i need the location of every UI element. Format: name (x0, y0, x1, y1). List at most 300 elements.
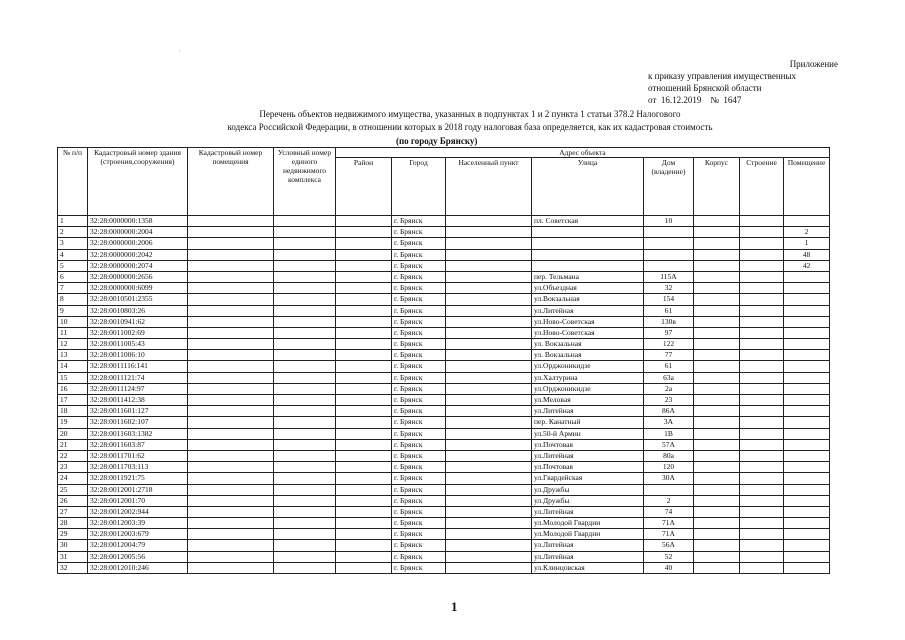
table-row (58, 294, 830, 305)
row-settlement (446, 316, 532, 327)
row-house: 97 (644, 327, 694, 338)
row-street: ул.Литейная (532, 406, 644, 417)
row-house: 10 (644, 216, 694, 227)
row-street: ул.Ново-Советская (532, 327, 644, 338)
row-house: 2а (644, 383, 694, 394)
row-district (336, 428, 392, 439)
row-conditional-number (274, 238, 336, 249)
row-conditional-number (274, 294, 336, 305)
row-korpus (694, 406, 740, 417)
row-number: 26 (58, 495, 88, 506)
row-settlement (446, 271, 532, 282)
row-building (740, 395, 784, 406)
row-street: ул.50-й Армии (532, 428, 644, 439)
row-number: 19 (58, 417, 88, 428)
row-settlement (446, 439, 532, 450)
row-room (784, 540, 830, 551)
row-building (740, 283, 784, 294)
row-house: 122 (644, 339, 694, 350)
row-street: ул.Клинцовская (532, 562, 644, 573)
row-cadastral-number: 32:28:0011703:113 (88, 462, 188, 473)
row-settlement (446, 294, 532, 305)
row-district (336, 283, 392, 294)
row-street: ул.Литейная (532, 506, 644, 517)
order-number: 1647 (723, 95, 742, 105)
row-settlement (446, 529, 532, 540)
row-room (784, 283, 830, 294)
row-building (740, 260, 784, 271)
row-street: пл. Советская (532, 216, 644, 227)
row-street: ул.Меловая (532, 395, 644, 406)
row-cadastral-number: 32:28:0012003:679 (88, 529, 188, 540)
row-house: 56А (644, 540, 694, 551)
row-settlement (446, 551, 532, 562)
row-room (784, 484, 830, 495)
row-city: г. Брянск (392, 417, 446, 428)
row-conditional-number (274, 518, 336, 529)
row-settlement (446, 238, 532, 249)
row-cadastral-room (188, 450, 274, 461)
row-settlement (446, 305, 532, 316)
row-number: 30 (58, 540, 88, 551)
row-room: 48 (784, 249, 830, 260)
appendix-order-line: к приказу управления имущественных (648, 71, 797, 81)
row-district (336, 540, 392, 551)
row-conditional-number (274, 249, 336, 260)
row-building (740, 361, 784, 372)
row-house: 115А (644, 271, 694, 282)
row-city: г. Брянск (392, 383, 446, 394)
row-street: ул.Почтовая (532, 462, 644, 473)
row-cadastral-room (188, 562, 274, 573)
row-building (740, 540, 784, 551)
row-house (644, 484, 694, 495)
row-settlement (446, 249, 532, 260)
row-city: г. Брянск (392, 372, 446, 383)
row-room (784, 350, 830, 361)
row-cadastral-number: 32:28:0011603:87 (88, 439, 188, 450)
row-korpus (694, 316, 740, 327)
row-district (336, 271, 392, 282)
row-number: 32 (58, 562, 88, 573)
row-house: 40 (644, 562, 694, 573)
row-room: 1 (784, 238, 830, 249)
row-street (532, 249, 644, 260)
row-building (740, 238, 784, 249)
row-room (784, 327, 830, 338)
row-number: 13 (58, 350, 88, 361)
row-conditional-number (274, 271, 336, 282)
row-city: г. Брянск (392, 249, 446, 260)
row-settlement (446, 350, 532, 361)
row-korpus (694, 417, 740, 428)
row-cadastral-room (188, 216, 274, 227)
row-cadastral-room (188, 495, 274, 506)
row-number: 18 (58, 406, 88, 417)
row-district (336, 260, 392, 271)
row-cadastral-number: 32:28:0011701:62 (88, 450, 188, 461)
row-city: г. Брянск (392, 540, 446, 551)
row-district (336, 562, 392, 573)
table-row (58, 562, 830, 573)
row-conditional-number (274, 327, 336, 338)
row-conditional-number (274, 395, 336, 406)
header-korpus: Корпус (694, 158, 740, 216)
row-district (336, 294, 392, 305)
row-cadastral-number: 32:28:0000000:2074 (88, 260, 188, 271)
row-room (784, 495, 830, 506)
row-conditional-number (274, 417, 336, 428)
row-city: г. Брянск (392, 316, 446, 327)
header-district: Район (336, 158, 392, 216)
row-cadastral-room (188, 406, 274, 417)
row-conditional-number (274, 372, 336, 383)
row-room (784, 473, 830, 484)
row-settlement (446, 260, 532, 271)
row-city: г. Брянск (392, 428, 446, 439)
order-date: 16.12.2019 (660, 95, 702, 105)
row-room (784, 506, 830, 517)
row-number: 24 (58, 473, 88, 484)
row-settlement (446, 562, 532, 573)
row-cadastral-room (188, 529, 274, 540)
row-korpus (694, 439, 740, 450)
header-cadastral-building: Кадастровый номер здания (строения,сооружения) (88, 148, 188, 216)
row-korpus (694, 518, 740, 529)
table-row (58, 417, 830, 428)
row-city: г. Брянск (392, 484, 446, 495)
row-street (532, 238, 644, 249)
row-house: 61 (644, 305, 694, 316)
row-district (336, 383, 392, 394)
row-city: г. Брянск (392, 271, 446, 282)
row-cadastral-room (188, 518, 274, 529)
header-room: Помещение (784, 158, 830, 216)
row-korpus (694, 271, 740, 282)
table-row (58, 249, 830, 260)
table-row (58, 372, 830, 383)
row-cadastral-number: 32:28:0011006:10 (88, 350, 188, 361)
row-conditional-number (274, 495, 336, 506)
row-cadastral-room (188, 372, 274, 383)
row-room (784, 462, 830, 473)
row-conditional-number (274, 316, 336, 327)
row-room (784, 428, 830, 439)
row-street: ул.Гвардейская (532, 473, 644, 484)
row-city: г. Брянск (392, 283, 446, 294)
row-city: г. Брянск (392, 473, 446, 484)
table-row (58, 495, 830, 506)
row-street: пер. Канатный (532, 417, 644, 428)
row-conditional-number (274, 450, 336, 461)
row-building (740, 372, 784, 383)
row-number: 20 (58, 428, 88, 439)
row-district (336, 372, 392, 383)
row-cadastral-room (188, 339, 274, 350)
row-room (784, 406, 830, 417)
row-korpus (694, 238, 740, 249)
property-register-table (57, 147, 830, 574)
row-number: 7 (58, 283, 88, 294)
row-number: 27 (58, 506, 88, 517)
row-house: 2 (644, 495, 694, 506)
header-city: Город (392, 158, 446, 216)
row-district (336, 406, 392, 417)
row-street: ул.Дружбы (532, 484, 644, 495)
row-settlement (446, 450, 532, 461)
row-settlement (446, 506, 532, 517)
row-district (336, 462, 392, 473)
row-building (740, 339, 784, 350)
row-settlement (446, 372, 532, 383)
row-district (336, 327, 392, 338)
row-settlement (446, 216, 532, 227)
table-row (58, 428, 830, 439)
row-room (784, 518, 830, 529)
row-room (784, 417, 830, 428)
row-cadastral-number: 32:28:0000000:1358 (88, 216, 188, 227)
row-cadastral-number: 32:28:0011603:1382 (88, 428, 188, 439)
row-number: 21 (58, 439, 88, 450)
row-settlement (446, 540, 532, 551)
row-room: 42 (784, 260, 830, 271)
row-district (336, 238, 392, 249)
row-street: ул.Вокзальная (532, 294, 644, 305)
row-korpus (694, 462, 740, 473)
row-district (336, 339, 392, 350)
row-building (740, 439, 784, 450)
row-settlement (446, 473, 532, 484)
row-settlement (446, 484, 532, 495)
row-building (740, 518, 784, 529)
row-cadastral-number: 32:28:0011412:38 (88, 395, 188, 406)
row-settlement (446, 417, 532, 428)
row-settlement (446, 518, 532, 529)
row-city: г. Брянск (392, 395, 446, 406)
row-conditional-number (274, 260, 336, 271)
row-street: ул.Халтурина (532, 372, 644, 383)
row-number: 23 (58, 462, 88, 473)
row-street: ул.Орджоникидзе (532, 383, 644, 394)
row-cadastral-number: 32:28:0012010:246 (88, 562, 188, 573)
row-building (740, 428, 784, 439)
row-room: 2 (784, 227, 830, 238)
row-conditional-number (274, 428, 336, 439)
row-number: 4 (58, 249, 88, 260)
row-building (740, 417, 784, 428)
row-cadastral-room (188, 283, 274, 294)
row-street: ул.Литейная (532, 450, 644, 461)
row-number: 5 (58, 260, 88, 271)
row-room (784, 551, 830, 562)
row-street: ул.Дружбы (532, 495, 644, 506)
row-number: 31 (58, 551, 88, 562)
row-building (740, 450, 784, 461)
row-cadastral-number: 32:28:0000000:2006 (88, 238, 188, 249)
row-korpus (694, 562, 740, 573)
row-number: 15 (58, 372, 88, 383)
title-line-1: Перечень объектов недвижимого имущества, указанных в подпунктах 1 и 2 пункта 1 статьи 378.2 Налогового (259, 109, 681, 119)
table-row (58, 361, 830, 372)
row-cadastral-room (188, 327, 274, 338)
row-house: 61 (644, 361, 694, 372)
row-city: г. Брянск (392, 227, 446, 238)
row-cadastral-room (188, 305, 274, 316)
table-row (58, 283, 830, 294)
row-cadastral-number: 32:28:0011121:74 (88, 372, 188, 383)
row-cadastral-room (188, 428, 274, 439)
row-cadastral-room (188, 238, 274, 249)
row-district (336, 350, 392, 361)
row-settlement (446, 395, 532, 406)
table-row (58, 506, 830, 517)
row-korpus (694, 473, 740, 484)
row-number: 22 (58, 450, 88, 461)
row-conditional-number (274, 383, 336, 394)
row-district (336, 529, 392, 540)
row-settlement (446, 283, 532, 294)
row-settlement (446, 327, 532, 338)
row-building (740, 529, 784, 540)
row-city: г. Брянск (392, 518, 446, 529)
row-street: ул.Почтовая (532, 439, 644, 450)
table-row (58, 462, 830, 473)
row-house: 1В (644, 428, 694, 439)
row-house (644, 238, 694, 249)
table-row (58, 395, 830, 406)
row-city: г. Брянск (392, 495, 446, 506)
row-cadastral-room (188, 316, 274, 327)
row-district (336, 316, 392, 327)
row-number: 17 (58, 395, 88, 406)
appendix-authority-line: отношений Брянской области (648, 83, 762, 93)
row-cadastral-number: 32:28:0011005:43 (88, 339, 188, 350)
row-house (644, 249, 694, 260)
row-settlement (446, 227, 532, 238)
row-house: 52 (644, 551, 694, 562)
row-conditional-number (274, 350, 336, 361)
row-cadastral-room (188, 540, 274, 551)
row-cadastral-room (188, 383, 274, 394)
row-korpus (694, 428, 740, 439)
table-row (58, 518, 830, 529)
row-conditional-number (274, 551, 336, 562)
table-row (58, 529, 830, 540)
row-room (784, 339, 830, 350)
row-room (784, 383, 830, 394)
row-number: 6 (58, 271, 88, 282)
row-cadastral-room (188, 227, 274, 238)
row-conditional-number (274, 339, 336, 350)
row-building (740, 562, 784, 573)
row-cadastral-room (188, 439, 274, 450)
row-cadastral-number: 32:28:0000000:2656 (88, 271, 188, 282)
row-house: 3А (644, 417, 694, 428)
row-settlement (446, 339, 532, 350)
document-subtitle: (по городу Брянску) (396, 136, 478, 146)
row-house (644, 227, 694, 238)
row-korpus (694, 506, 740, 517)
row-district (336, 506, 392, 517)
row-settlement (446, 361, 532, 372)
row-cadastral-number: 32:28:0012003:39 (88, 518, 188, 529)
row-district (336, 249, 392, 260)
row-conditional-number (274, 227, 336, 238)
table-row (58, 450, 830, 461)
row-cadastral-number: 32:28:0000000:2042 (88, 249, 188, 260)
row-district (336, 495, 392, 506)
row-cadastral-room (188, 350, 274, 361)
row-conditional-number (274, 216, 336, 227)
row-room (784, 450, 830, 461)
row-settlement (446, 495, 532, 506)
row-korpus (694, 361, 740, 372)
row-street (532, 260, 644, 271)
row-korpus (694, 529, 740, 540)
row-korpus (694, 450, 740, 461)
row-street: ул.Объездная (532, 283, 644, 294)
row-district (336, 395, 392, 406)
row-building (740, 249, 784, 260)
row-room (784, 316, 830, 327)
scan-mark: · (178, 46, 181, 56)
row-settlement (446, 428, 532, 439)
row-city: г. Брянск (392, 506, 446, 517)
row-cadastral-number: 32:28:0012002:944 (88, 506, 188, 517)
row-building (740, 551, 784, 562)
table-row (58, 227, 830, 238)
row-conditional-number (274, 361, 336, 372)
row-house: 77 (644, 350, 694, 361)
row-conditional-number (274, 540, 336, 551)
table-row (58, 339, 830, 350)
row-city: г. Брянск (392, 439, 446, 450)
header-address: Адрес объекта (336, 148, 830, 158)
row-district (336, 518, 392, 529)
row-house: 154 (644, 294, 694, 305)
row-street: ул. Вокзальная (532, 339, 644, 350)
row-room (784, 372, 830, 383)
page-number: 1 (451, 599, 458, 614)
table-row (58, 383, 830, 394)
row-building (740, 506, 784, 517)
row-room (784, 294, 830, 305)
row-number: 12 (58, 339, 88, 350)
header-street: Улица (532, 158, 644, 216)
row-conditional-number (274, 562, 336, 573)
row-conditional-number (274, 406, 336, 417)
row-city: г. Брянск (392, 562, 446, 573)
row-street: ул.Орджоникидзе (532, 361, 644, 372)
row-conditional-number (274, 462, 336, 473)
header-conditional-number: Условный номер единого недвижимого комплекса (274, 148, 336, 216)
row-building (740, 316, 784, 327)
row-street: ул.Молодой Гвардии (532, 529, 644, 540)
row-house: 130в (644, 316, 694, 327)
row-room (784, 562, 830, 573)
row-district (336, 551, 392, 562)
row-cadastral-room (188, 395, 274, 406)
row-building (740, 294, 784, 305)
row-cadastral-room (188, 271, 274, 282)
row-korpus (694, 305, 740, 316)
appendix-block (648, 58, 838, 106)
table-row (58, 305, 830, 316)
row-cadastral-number: 32:28:0012001:70 (88, 495, 188, 506)
row-room (784, 361, 830, 372)
row-city: г. Брянск (392, 305, 446, 316)
row-korpus (694, 283, 740, 294)
